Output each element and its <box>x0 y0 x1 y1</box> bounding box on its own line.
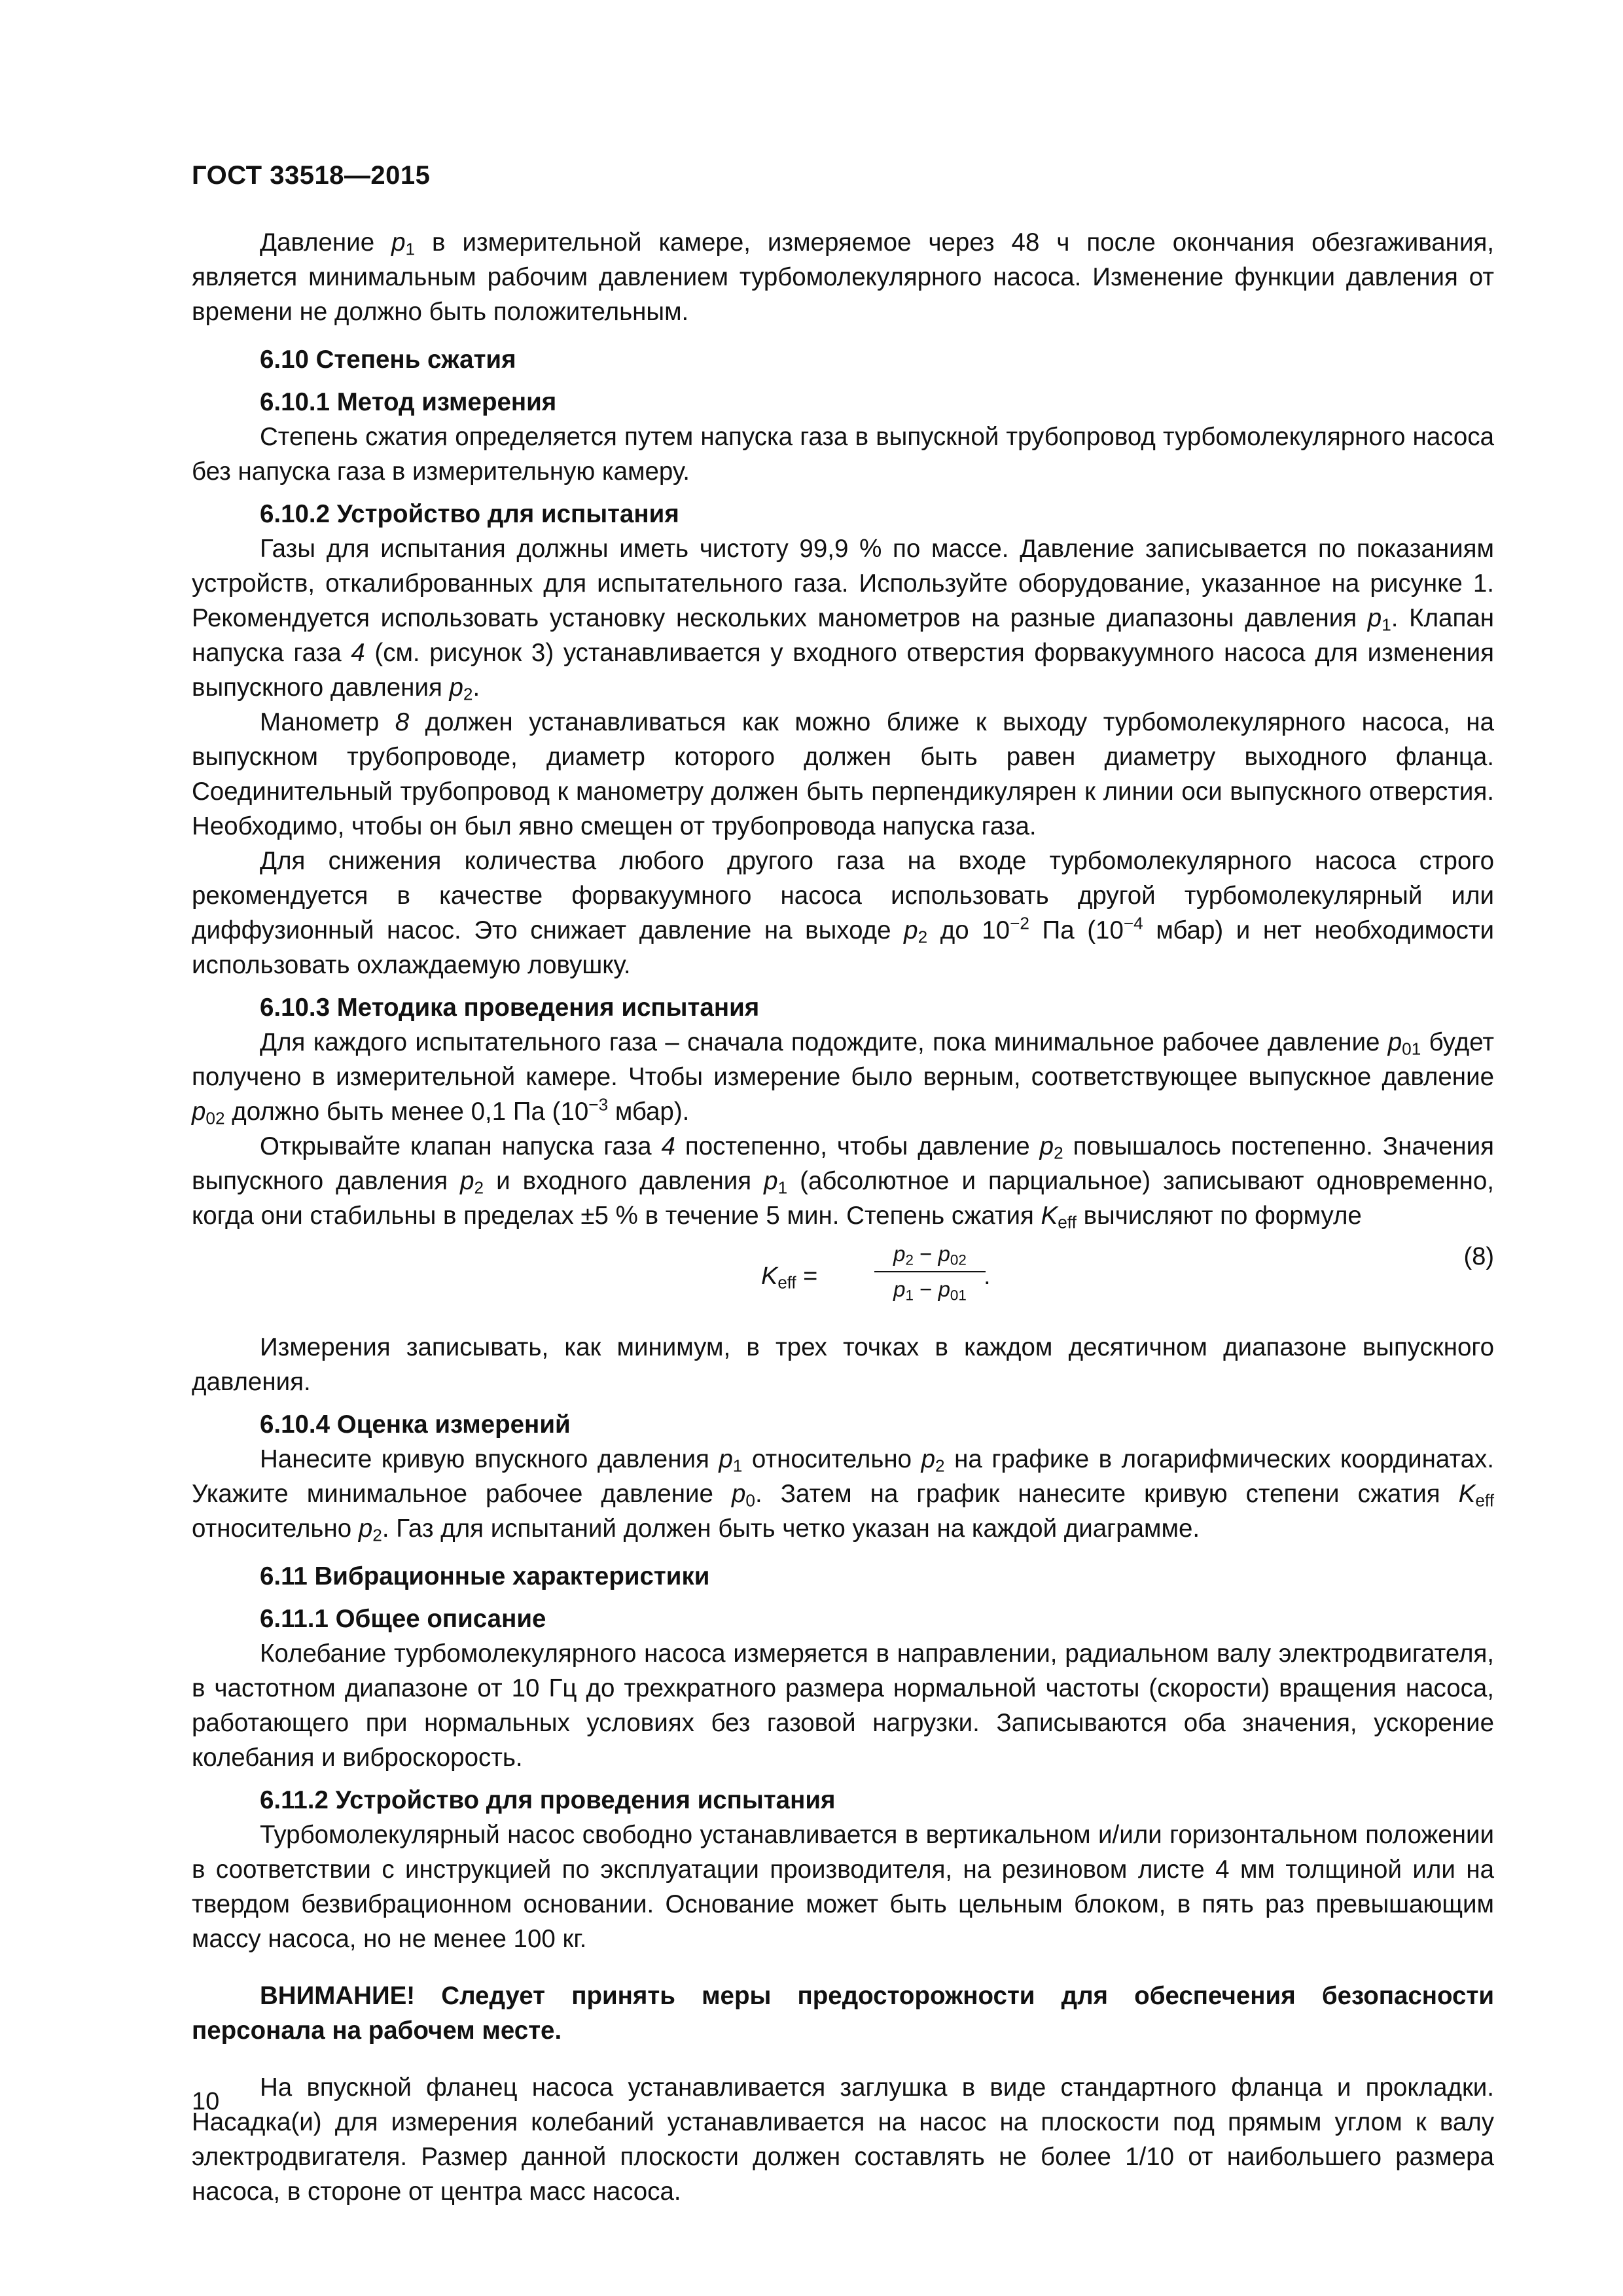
formula-period: . <box>984 1263 991 1290</box>
paragraph-6-10-2b: Манометр 8 должен устанавливаться как можно ближе к выходу турбомолекулярного насоса, на выпускном трубопроводе, диаметр которого должен быть равен диаметру выходного фланца. Соединительный трубопровод к манометру должен быть перпендикулярен к линии оси выпускного отверстия. Необходимо, чтобы он был явно смещен от трубопровода напуска газа. <box>192 708 1494 840</box>
paragraph-6-11-1: Колебание турбомолекулярного насоса измеряется в направлении, радиальном валу электродвигателя, в частотном диапазоне от 10 Гц до трехкратного размера нормальной частоты (скорости) вращения насоса, работающего при нормальных условиях без газовой нагрузки. Записываются оба значения, ускорение колебания и виброскорость. <box>192 1640 1494 1772</box>
formula-fraction <box>874 1240 986 1304</box>
heading-6-10-4: 6.10.4 Оценка измерений <box>260 1410 571 1439</box>
paragraph-6-10-1: Степень сжатия определяется путем напуска газа в выпускной трубопровод турбомолекулярного насоса без напуска газа в измерительную камеру. <box>192 423 1494 486</box>
heading-6-10: 6.10 Степень сжатия <box>260 346 516 374</box>
paragraph-6-10-4: Нанесите кривую впускного давления $p_1$ относительно $p_2$ на графике в логарифмических координатах. Укажите минимальное рабочее давление $p_0$. Затем на график нанесите кривую степени сжатия $K_{eff}$ относительно $p_2$. Газ для испытаний должен быть четко указан на каждой диаграмме. <box>192 1445 1494 1545</box>
formula-number: (8) <box>1463 1243 1494 1270</box>
heading-6-11-1: 6.11.1 Общее описание <box>260 1605 546 1633</box>
heading-6-11: 6.11 Вибрационные характеристики <box>260 1562 710 1590</box>
paragraph-6-10-3b: Открывайте клапан напуска газа 4 постепенно, чтобы давление $p_2$ повышалось постепенно. Значения выпускного давления $p_2$ и входного давления $p_1$ (абсолютное и парциальное) записывают одновременно, когда они стабильны в пределах ±5 % в течение 5 мин. Степень сжатия $K_{eff}$ вычисляют по формуле <box>192 1132 1495 1232</box>
paragraph-6-10-2a: Газы для испытания должны иметь чистоту 99,9 % по массе. Давление записывается по показаниям устройств, откалиброванных для испытательного газа. Используйте оборудование, указанное на рисунке 1. Рекомендуется использовать установку нескольких манометров на разные диапазоны давления $p_1$. Клапан напуска газа 4 (см. рисунок 3) устанавливается у входного отверстия форвакуумного насоса для изменения выпускного давления $p_2$. <box>192 535 1495 704</box>
paragraph-6-10-3a: Для каждого испытательного газа – сначала подождите, пока минимальное рабочее давление $p_{01}$ будет получено в измерительной камере. Чтобы измерение было верным, соответствующее выпускное давление $p_{02}$ должно быть менее 0,1 Па ($10^{-3}$ мбар). <box>192 1028 1494 1128</box>
formula-lhs: $K_{eff}$ = <box>761 1263 818 1293</box>
heading-6-11-2: 6.11.2 Устройство для проведения испытания <box>260 1786 836 1814</box>
paragraph-final: На впускной фланец насоса устанавливается заглушка в виде стандартного фланца и прокладки. Насадка(и) для измерения колебаний устанавливается на насос на плоскости под прямым углом к валу электродвигателя. Размер данной плоскости должен составлять не более 1/10 от наибольшего размера насоса, в стороне от центра масс насоса. <box>192 2073 1494 2206</box>
document-body <box>192 225 1494 2209</box>
heading-6-10-2: 6.10.2 Устройство для испытания <box>260 500 679 528</box>
paragraph-intro: Давление $p_1$ в измерительной камере, измеряемое через 48 ч после окончания обезгаживания, является минимальным рабочим давлением турбомолекулярного насоса. Изменение функции давления от времени не должно быть положительным. <box>192 228 1494 326</box>
formula-numerator: $p_2 - p_{02}$ <box>874 1240 986 1272</box>
document-header: ГОСТ 33518—2015 <box>192 161 431 190</box>
heading-6-10-1: 6.10.1 Метод измерения <box>260 388 557 416</box>
paragraph-6-10-2c: Для снижения количества любого другого газа на входе турбомолекулярного насоса строго рекомендуется в качестве форвакуумного насоса использовать другой турбомолекулярный или диффузионный насос. Это снижает давление на выходе $p_2$ до $10^{-2}$ Па ($10^{-4}$ мбар) и нет необходимости использовать охлаждаемую ловушку. <box>192 847 1495 979</box>
paragraph-6-11-2: Турбомолекулярный насос свободно устанавливается в вертикальном и/или горизонтальном положении в соответствии с инструкцией по эксплуатации производителя, на резиновом листе 4 мм толщиной или на твердом безвибрационном основании. Основание может быть цельным блоком, в пять раз превышающим массу насоса, но не менее 100 кг. <box>192 1821 1494 1953</box>
heading-6-10-3: 6.10.3 Методика проведения испытания <box>260 994 760 1022</box>
formula-8 <box>192 1240 1494 1318</box>
warning-notice: ВНИМАНИЕ! Следует принять меры предосторожности для обеспечения безопасности персонала на рабочем месте. <box>192 1982 1494 2045</box>
paragraph-6-10-3c: Измерения записывать, как минимум, в трех точках в каждом десятичном диапазоне выпускного давления. <box>192 1333 1494 1396</box>
page-number: 10 <box>192 2088 220 2115</box>
formula-denominator: $p_1 - p_{01}$ <box>893 1277 967 1304</box>
